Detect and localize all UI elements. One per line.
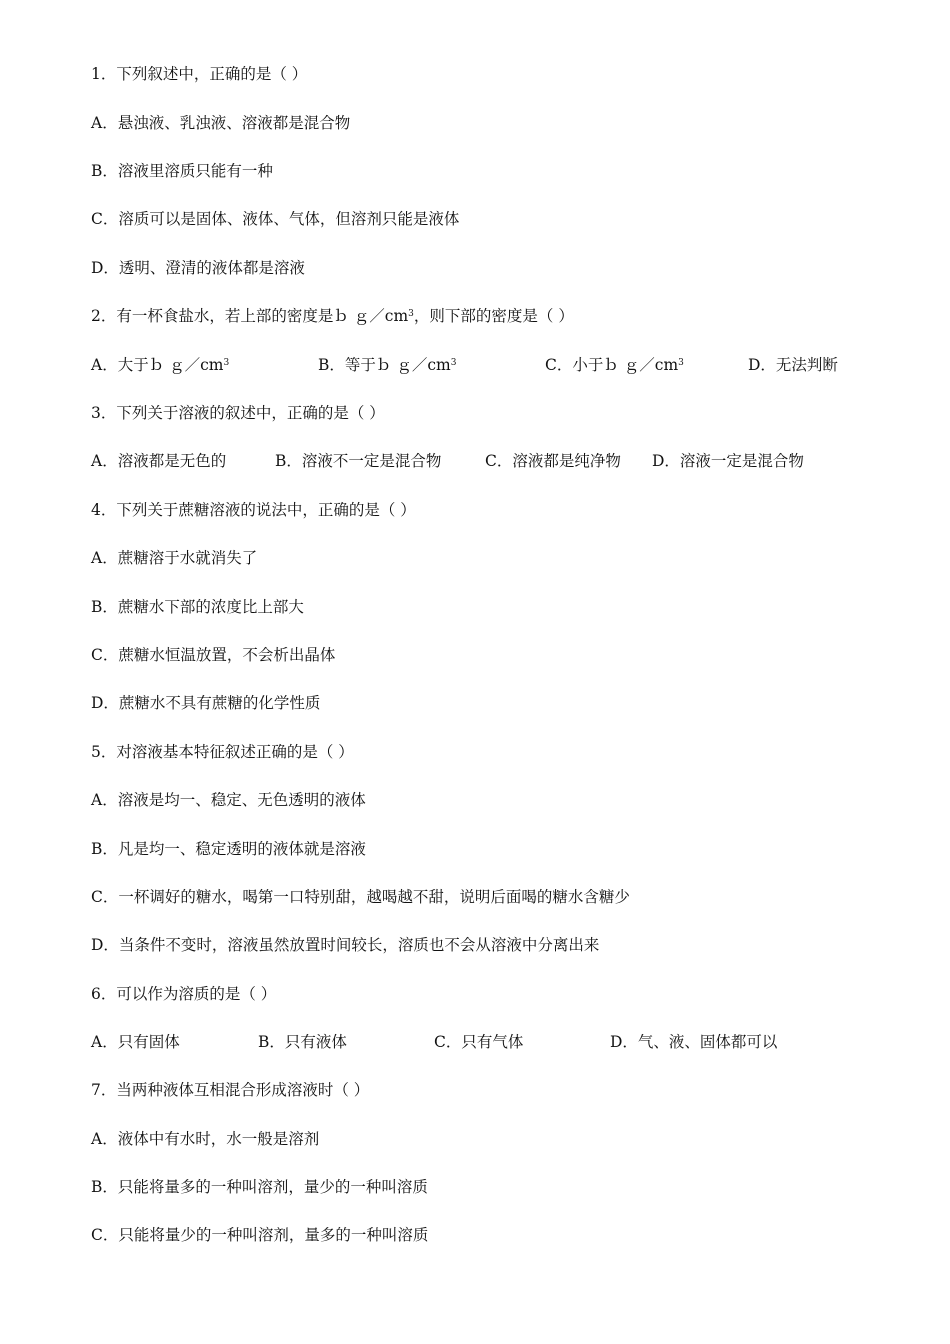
question-2-option-d-text: D．无法判断 [748, 356, 838, 374]
question-1-option-b: B．溶液里溶质只能有一种 [91, 162, 273, 180]
question-2-option-c-superscript: 3 [678, 358, 684, 368]
question-5-option-a: A．溶液是均一、稳定、无色透明的液体 [91, 791, 366, 809]
question-3-stem: 3．下列关于溶液的叙述中，正确的是（ ） [91, 404, 385, 422]
question-6-option-b: B．只有液体 [258, 1033, 347, 1051]
question-7-option-a: A．液体中有水时，水一般是溶剂 [91, 1130, 320, 1148]
question-1-option-c: C．溶质可以是固体、液体、气体，但溶剂只能是液体 [91, 210, 460, 228]
question-7-option-c: C．只能将量少的一种叫溶剂，量多的一种叫溶质 [91, 1226, 429, 1244]
question-2-option-a [91, 355, 229, 375]
question-7-option-b: B．只能将量多的一种叫溶剂，量少的一种叫溶质 [91, 1178, 428, 1196]
question-5-stem: 5．对溶液基本特征叙述正确的是（ ） [91, 743, 354, 761]
question-6-option-c: C．只有气体 [434, 1033, 524, 1051]
question-3-option-b: B．溶液不一定是混合物 [275, 452, 442, 470]
question-2-option-c [545, 355, 684, 375]
question-2-option-a-superscript: 3 [223, 358, 230, 368]
question-2-option-b-superscript: 3 [450, 358, 457, 368]
question-5-option-b: B．凡是均一、稳定透明的液体就是溶液 [91, 840, 366, 858]
question-6-stem: 6．可以作为溶质的是（ ） [91, 985, 277, 1003]
question-2-option-b-text: B．等于ｂ ｇ／cm [318, 356, 451, 374]
question-6-option-a: A．只有固体 [91, 1033, 180, 1051]
question-4-option-d: D．蔗糖水不具有蔗糖的化学性质 [91, 694, 321, 712]
question-1-option-d: D．透明、澄清的液体都是溶液 [91, 259, 305, 277]
question-2-stem-text-end: ，则下部的密度是（ ） [413, 307, 574, 325]
question-5-option-d: D．当条件不变时，溶液虽然放置时间较长，溶质也不会从溶液中分离出来 [91, 936, 600, 954]
question-3-option-a: A．溶液都是无色的 [91, 452, 227, 470]
question-3-option-d: D．溶液一定是混合物 [652, 452, 804, 470]
question-2-stem-superscript: 3 [408, 309, 414, 319]
question-2-option-a-text: A．大于ｂ ｇ／cm [91, 356, 224, 374]
question-7-stem: 7．当两种液体互相混合形成溶液时（ ） [91, 1081, 370, 1099]
question-2-stem [91, 306, 574, 326]
question-6-option-d: D．气、液、固体都可以 [610, 1033, 778, 1051]
question-1-option-a: A．悬浊液、乳浊液、溶液都是混合物 [91, 114, 351, 132]
question-5-option-c: C．一杯调好的糖水，喝第一口特别甜，越喝越不甜，说明后面喝的糖水含糖少 [91, 888, 630, 906]
question-4-stem: 4．下列关于蔗糖溶液的说法中，正确的是（ ） [91, 501, 416, 519]
question-4-option-a: A．蔗糖溶于水就消失了 [91, 549, 258, 567]
question-2-option-b [318, 355, 456, 375]
question-3-option-c: C．溶液都是纯净物 [485, 452, 621, 470]
question-4-option-b: B．蔗糖水下部的浓度比上部大 [91, 598, 304, 616]
question-4-option-c: C．蔗糖水恒温放置，不会析出晶体 [91, 646, 336, 664]
question-2-option-c-text: C．小于ｂ ｇ／cm [545, 356, 679, 374]
question-1-stem: 1．下列叙述中，正确的是（ ） [91, 65, 308, 83]
question-2-option-d [748, 355, 838, 375]
question-2-stem-text: 2．有一杯食盐水，若上部的密度是ｂ ｇ／cm [91, 307, 409, 325]
